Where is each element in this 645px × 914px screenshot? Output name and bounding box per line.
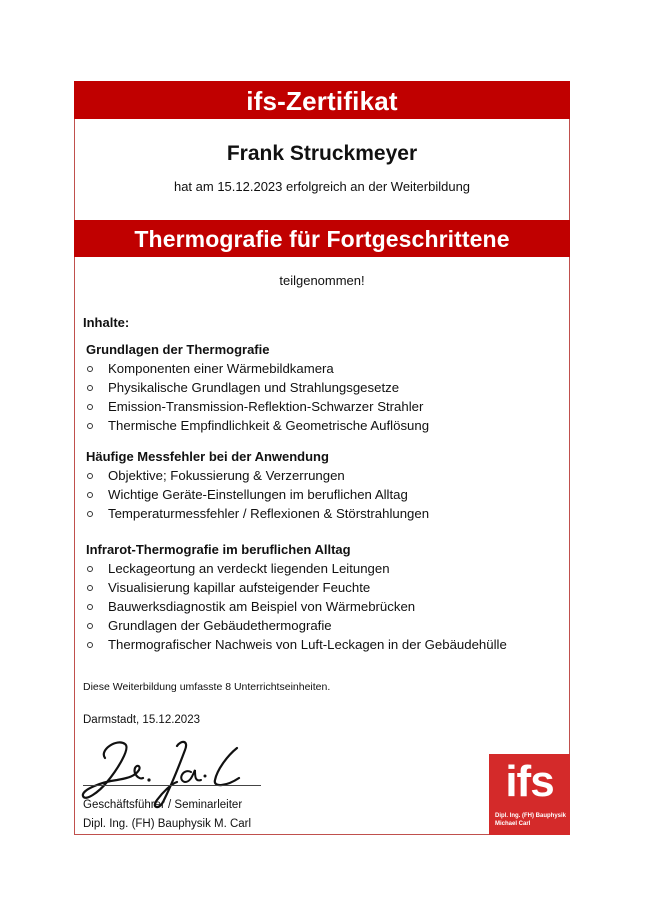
course-title-bar	[74, 220, 570, 257]
certificate-title-bar	[74, 81, 570, 119]
content-section	[86, 447, 429, 523]
units-note: Diese Weiterbildung umfasste 8 Unterrichtseinheiten.	[83, 681, 331, 693]
list-item	[86, 378, 429, 397]
content-section	[86, 540, 507, 654]
list-item	[86, 578, 507, 597]
list-item	[86, 359, 429, 378]
section-list	[86, 359, 429, 435]
signature-line	[83, 785, 261, 786]
logo-subtitle-line1: Dipl. Ing. (FH) Bauphysik	[495, 813, 567, 819]
signer-name: Dipl. Ing. (FH) Bauphysik M. Carl	[83, 818, 252, 830]
circle-bullet-icon	[87, 473, 93, 479]
participated-text: teilgenommen!	[279, 273, 365, 288]
content-section	[86, 340, 429, 435]
signer-role: Geschäftsführer / Seminarleiter	[83, 799, 243, 811]
section-title: Häufige Messfehler bei der Anwendung	[86, 449, 329, 464]
list-item	[86, 466, 429, 485]
circle-bullet-icon	[87, 566, 93, 572]
list-item-text: Bauwerksdiagnostik am Beispiel von Wärmebrücken	[108, 599, 416, 614]
list-item	[86, 559, 507, 578]
list-item-text: Temperaturmessfehler / Reflexionen & Störstrahlungen	[108, 506, 430, 521]
circle-bullet-icon	[87, 642, 93, 648]
list-item-text: Emission-Transmission-Reflektion-Schwarzer Strahler	[108, 399, 424, 414]
circle-bullet-icon	[87, 604, 93, 610]
list-item-text: Thermografischer Nachweis von Luft-Leckagen in der Gebäudehülle	[108, 637, 507, 652]
list-item	[86, 635, 507, 654]
certificate-title: ifs-Zertifikat	[246, 86, 398, 116]
list-item	[86, 504, 429, 523]
circle-bullet-icon	[87, 511, 93, 517]
section-list	[86, 559, 507, 654]
circle-bullet-icon	[87, 404, 93, 410]
circle-bullet-icon	[87, 623, 93, 629]
circle-bullet-icon	[87, 385, 93, 391]
place-date: Darmstadt, 15.12.2023	[83, 714, 200, 726]
list-item-text: Thermische Empfindlichkeit & Geometrische Auflösung	[108, 418, 430, 433]
section-title: Grundlagen der Thermografie	[86, 342, 270, 357]
logo-subtitle-line2: Michael Carl	[495, 821, 531, 827]
circle-bullet-icon	[87, 585, 93, 591]
list-item	[86, 416, 429, 435]
circle-bullet-icon	[87, 423, 93, 429]
logo-mark: ifs	[505, 757, 554, 806]
list-item-text: Visualisierung kapillar aufsteigender Feuchte	[108, 580, 371, 595]
signature-image	[77, 730, 267, 810]
list-item-text: Wichtige Geräte-Einstellungen im beruflichen Alltag	[108, 487, 408, 502]
list-item-text: Objektive; Fokussierung & Verzerrungen	[108, 468, 345, 483]
section-title: Infrarot-Thermografie im beruflichen Alltag	[86, 542, 351, 557]
course-title: Thermografie für Fortgeschrittene	[134, 226, 510, 252]
circle-bullet-icon	[87, 492, 93, 498]
list-item	[86, 616, 507, 635]
list-item	[86, 597, 507, 616]
intro-text: hat am 15.12.2023 erfolgreich an der Weiterbildung	[173, 179, 471, 194]
contents-label: Inhalte:	[83, 315, 130, 330]
section-list	[86, 466, 429, 523]
ifs-logo	[489, 754, 570, 835]
list-item-text: Grundlagen der Gebäudethermografie	[108, 618, 332, 633]
list-item	[86, 485, 429, 504]
list-item-text: Leckageortung an verdeckt liegenden Leitungen	[108, 561, 390, 576]
circle-bullet-icon	[87, 366, 93, 372]
list-item-text: Physikalische Grundlagen und Strahlungsgesetze	[108, 380, 400, 395]
list-item	[86, 397, 429, 416]
list-item-text: Komponenten einer Wärmebildkamera	[108, 361, 334, 376]
certificate-frame	[74, 81, 570, 835]
recipient-name: Frank Struckmeyer	[226, 142, 418, 165]
